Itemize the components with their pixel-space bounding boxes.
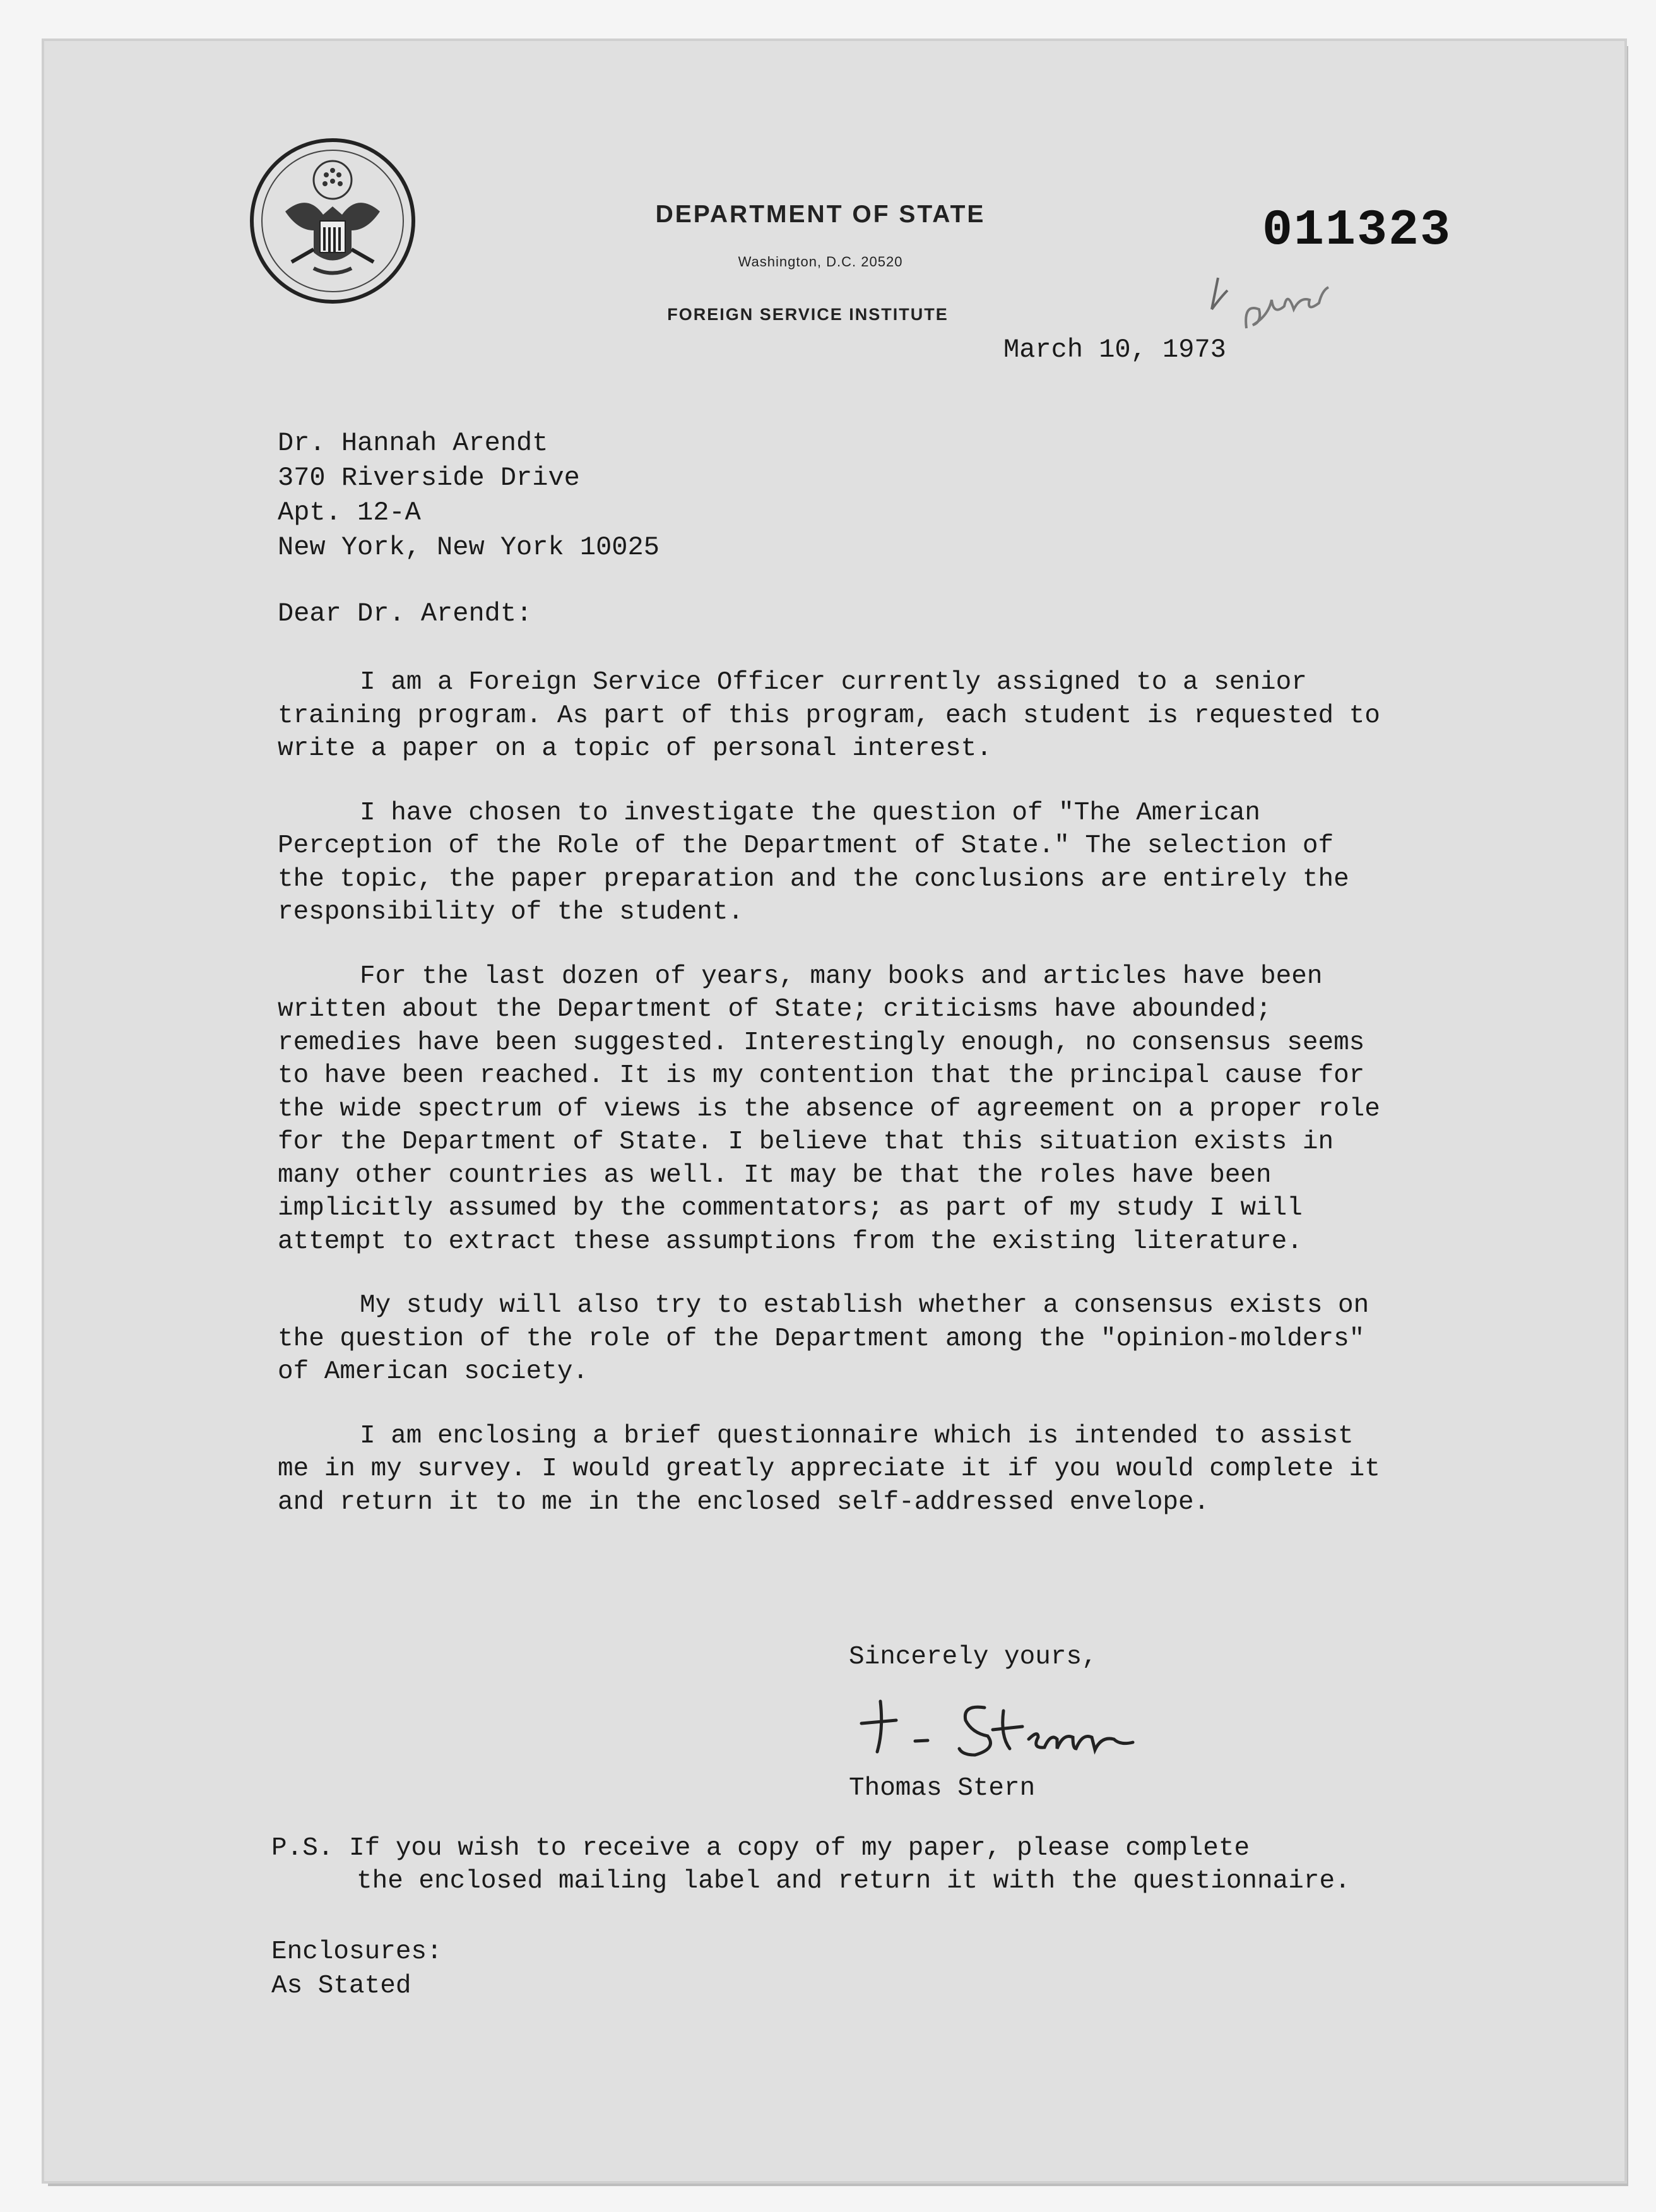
signer-name: Thomas Stern — [849, 1774, 1036, 1803]
body-paragraph: I am enclosing a brief questionnaire which is intended to assist me in my survey. I would greatly appreciate it if you would complete it and return it to me in the enclosed self-addressed envelope. — [278, 1421, 1380, 1517]
body-paragraph: My study will also try to establish whether a consensus exists on the question of the role of the Department among the "opinion-molders" of American society. — [278, 1291, 1369, 1386]
state-department-seal-icon — [247, 136, 418, 306]
enclosures-value: As Stated — [271, 1971, 411, 2001]
recipient-apartment: Apt. 12-A — [278, 497, 421, 528]
postscript-line: P.S. If you wish to receive a copy of my paper, please complete — [271, 1834, 1250, 1863]
recipient-name: Dr. Hannah Arendt — [278, 428, 548, 458]
recipient-city: New York, New York 10025 — [278, 532, 659, 562]
letter-body — [278, 666, 1388, 1550]
recipient-street: 370 Riverside Drive — [278, 463, 580, 493]
letterhead-city: Washington, D.C. 20520 — [738, 254, 903, 270]
enclosures-label: Enclosures: — [271, 1937, 442, 1966]
body-paragraph: For the last dozen of years, many books and articles have been written about the Department of State; criticisms have abounded; remedies have been suggested. Interestingly enough, no consensus seems to have been reached. It is my contention that the principal cause for the wide spectrum of views is the absence of agreement on a proper role for the Department of State. I believe that this situation exists in many other countries as well. It may be that the roles have been implicitly assumed by the commentators; as part of my study I will attempt to extract these assumptions from the existing literature. — [278, 961, 1380, 1256]
enclosures — [271, 1935, 442, 2003]
pencil-annotation-mark — [1199, 240, 1376, 341]
letterhead-institute: FOREIGN SERVICE INSTITUTE — [667, 305, 949, 324]
postscript-line: the enclosed mailing label and return it with the questionnaire. — [357, 1867, 1351, 1896]
recipient-address — [278, 426, 659, 565]
handwritten-signature — [849, 1679, 1164, 1774]
body-paragraph: I am a Foreign Service Officer currently assigned to a senior training program. As part of this program, each student is requested to write a paper on a topic of personal interest. — [278, 668, 1380, 763]
postscript — [271, 1832, 1470, 1898]
letterhead-department: DEPARTMENT OF STATE — [655, 201, 986, 228]
salutation: Dear Dr. Arendt: — [278, 598, 533, 629]
body-paragraph: I have chosen to investigate the question of "The American Perception of the Role of the Department of State." The selection of the topic, the paper preparation and the conclusions are entirely the responsibility of the student. — [278, 798, 1349, 927]
closing: Sincerely yours, — [849, 1643, 1097, 1672]
document-number: 011323 — [1262, 202, 1452, 259]
letter-date: March 10, 1973 — [1003, 335, 1226, 365]
